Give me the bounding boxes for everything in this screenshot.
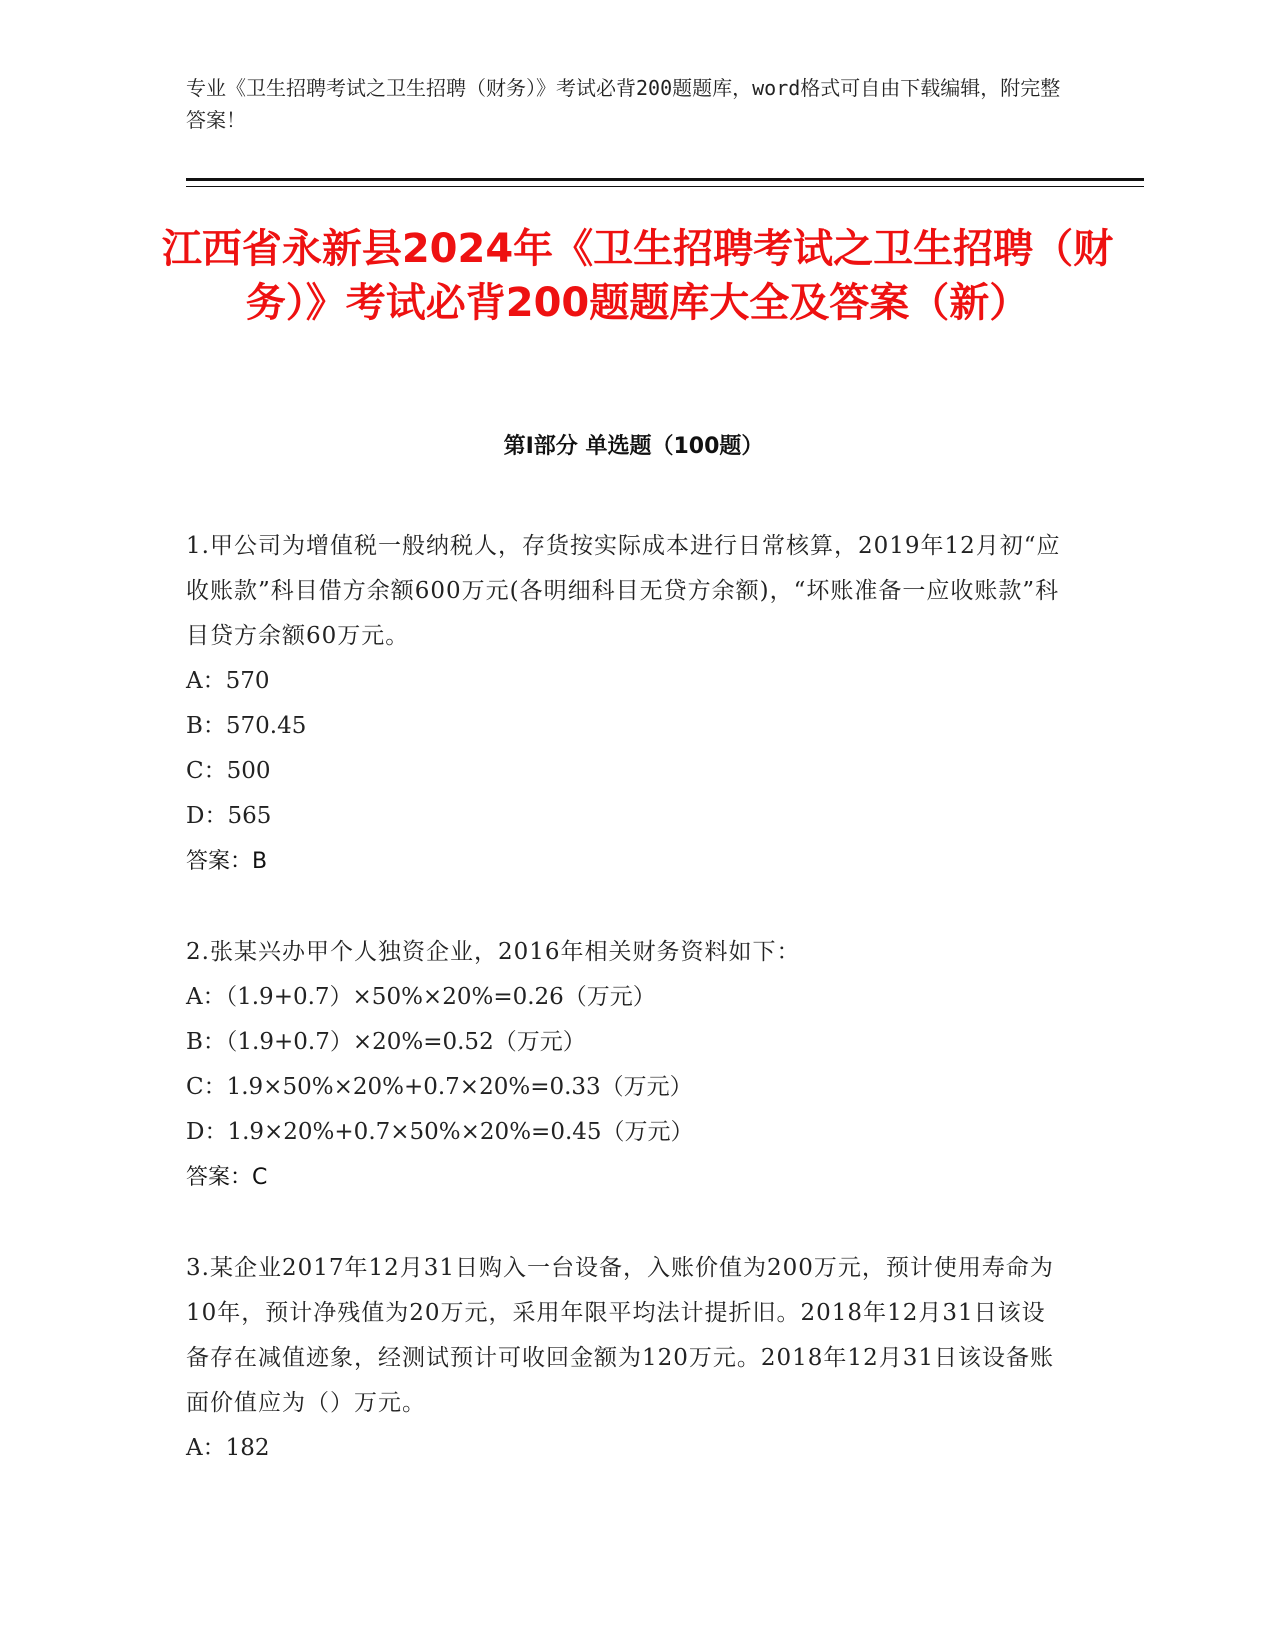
option-c: C：500 (186, 758, 271, 784)
question-item (186, 930, 1066, 1200)
option-b: B：570.45 (186, 713, 307, 739)
question-list (186, 524, 1066, 1517)
answer-line: 答案：C (186, 1165, 268, 1190)
question-stem: 1.甲公司为增值税一般纳税人，存货按实际成本进行日常核算，2019年12月初“应收账款”科目借方余额600万元(各明细科目无贷方余额)，“坏账准备一应收账款”科目贷方余额60万元。 (186, 533, 1061, 649)
option-a: A：570 (186, 668, 270, 694)
option-a: A：182 (186, 1435, 270, 1461)
question-stem: 3.某企业2017年12月31日购入一台设备，入账价值为200万元，预计使用寿命为10年，预计净残值为20万元，采用年限平均法计提折旧。2018年12月31日该设备存在减值迹象，经测试预计可收回金额为120万元。2018年12月31日该设备账面价值应为（）万元。 (186, 1255, 1054, 1416)
document-title: 江西省永新县2024年《卫生招聘考试之卫生招聘（财务）》考试必背200题题库大全及答案（新） (161, 226, 1114, 326)
header-divider-thick (186, 178, 1144, 181)
question-item (186, 1246, 1066, 1471)
option-d: D：1.9×20%+0.7×50%×20%=0.45（万元） (186, 1119, 694, 1145)
option-a: A：（1.9+0.7）×50%×20%=0.26（万元） (186, 984, 656, 1010)
question-stem: 2.张某兴办甲个人独资企业，2016年相关财务资料如下： (186, 939, 801, 965)
option-b: B：（1.9+0.7）×20%=0.52（万元） (186, 1029, 586, 1055)
option-d: D：565 (186, 803, 272, 829)
answer-line: 答案：B (186, 849, 268, 874)
header-divider-thin (186, 186, 1144, 187)
option-c: C：1.9×50%×20%+0.7×20%=0.33（万元） (186, 1074, 693, 1100)
question-item (186, 524, 1066, 884)
document-header-note: 专业《卫生招聘考试之卫生招聘（财务）》考试必背200题题库，word格式可自由下载编辑，附完整答案！ (186, 76, 1061, 132)
section-title: 第Ⅰ部分 单选题（100题） (503, 434, 764, 459)
